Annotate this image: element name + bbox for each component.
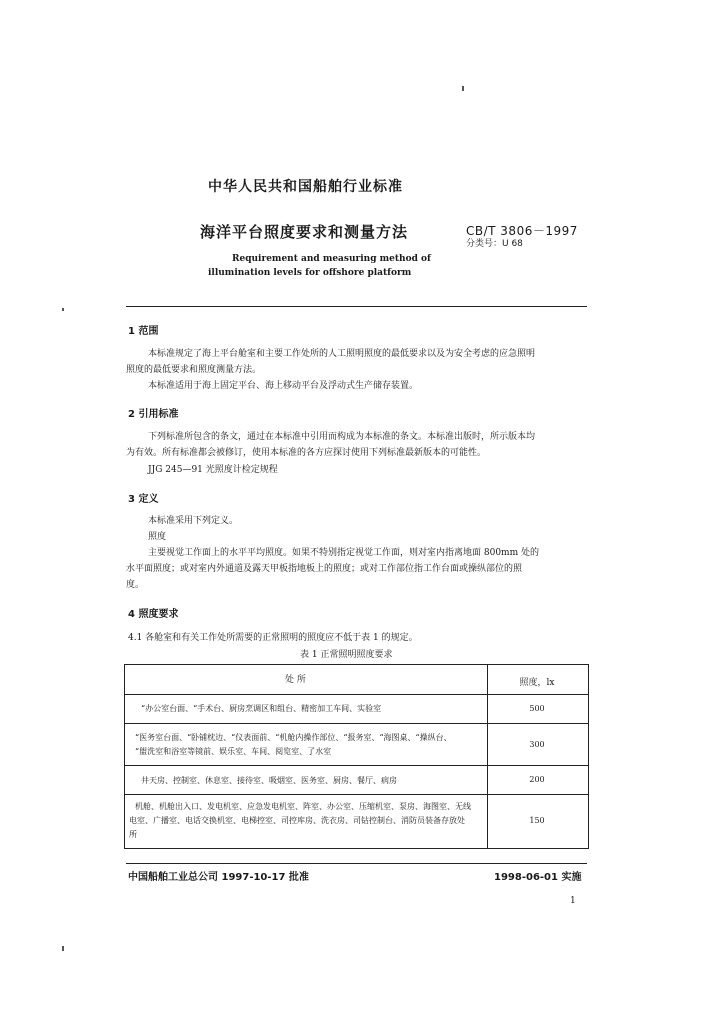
table-caption: 表 1 正常照明照度要求 <box>300 650 393 660</box>
section-4-heading: 4 照度要求 <box>128 609 179 620</box>
section-3-heading: 3 定义 <box>128 494 159 505</box>
section-1-heading: 1 范围 <box>128 326 159 337</box>
section-3-paragraph: 本标准采用下列定义。 <box>148 516 239 526</box>
org-title: 中华人民共和国船舶行业标准 <box>208 179 403 195</box>
defined-term: 照度 <box>148 532 167 542</box>
section-2-heading: 2 引用标准 <box>128 409 179 420</box>
term-definition: 主要视觉工作面上的水平平均照度。如果不特别指定视觉工作面，则对室内指离地面 800mm 处的 <box>148 548 539 558</box>
approval-date: 中国船舶工业总公司 1997-10-17 批准 <box>128 872 309 883</box>
table-rule <box>125 694 588 695</box>
table-row-illuminance: 500 <box>529 704 545 713</box>
referenced-standard: JJG 245—91 光照度计检定规程 <box>148 465 278 475</box>
english-title-line-2: illumination levels for offshore platform <box>208 268 412 278</box>
table-row-place: “办公室台面、“手术台、厨房烹调区和组台、精密加工车间、实验室 <box>141 704 382 713</box>
table-row-illuminance: 200 <box>529 775 545 784</box>
clause-4-1: 4.1 各舱室和有关工作处所需要的正常照明的照度应不低于表 1 的规定。 <box>128 633 418 643</box>
scan-speck <box>62 308 64 311</box>
table-row-place: “医务室台面、“卧铺枕边、“仪表面前、“机舱内操作部位、“报务室、“海图桌、“操纵台、 <box>135 733 452 742</box>
table-row-illuminance: 150 <box>529 816 545 825</box>
section-1-paragraph: 本标准适用于海上固定平台、海上移动平台及浮动式生产储存装置。 <box>148 381 419 391</box>
standard-code: CB/T 3806－1997 <box>466 224 578 238</box>
table-row-place: 井天房、控制室、休息室、接待室、吸烟室、医务室、厨房、餐厅、病房 <box>141 776 397 785</box>
column-header-place: 处 所 <box>285 675 306 685</box>
table-row-illuminance: 300 <box>529 740 545 749</box>
page-number: 1 <box>570 896 576 906</box>
table-row-place: 电室、广播室、电话交换机室、电梯控室、司控库房、洗衣房、司钻控制台、消防员装备存放处 <box>129 816 465 825</box>
footer-rule <box>126 863 587 864</box>
illuminance-table <box>124 664 589 849</box>
section-1-paragraph: 照度的最低要求和照度测量方法。 <box>126 365 262 375</box>
standard-title: 海洋平台照度要求和测量方法 <box>200 223 409 241</box>
section-2-paragraph: 下列标准所包含的条文，通过在本标准中引用而构成为本标准的条文。本标准出版时，所示版本均 <box>148 432 536 442</box>
english-title-line-1: Requirement and measuring method of <box>232 254 431 264</box>
table-rule <box>125 723 588 724</box>
table-row-place: “盥洗室和浴室等镜前、娱乐室、车间、阅览室、了水室 <box>135 747 332 756</box>
table-rule <box>125 794 588 795</box>
header-rule <box>126 306 587 307</box>
section-2-paragraph: 为有效。所有标准都会被修订，使用本标准的各方应探讨使用下列标准最新版本的可能性。 <box>126 448 487 458</box>
scan-speck <box>462 86 464 91</box>
scan-speck <box>62 946 64 951</box>
effective-date: 1998-06-01 实施 <box>494 872 582 883</box>
table-row-place: 所 <box>129 830 137 839</box>
term-definition: 度。 <box>126 580 145 590</box>
classification-number: 分类号：U 68 <box>466 239 523 249</box>
table-rule <box>125 765 588 766</box>
section-1-paragraph: 本标准规定了海上平台舱室和主要工作处所的人工照明照度的最低要求以及为安全考虑的应急照明 <box>148 349 536 359</box>
column-header-illuminance: 照度，lx <box>519 678 555 688</box>
term-definition: 水平面照度；或对室内外通道及露天甲板指地板上的照度；或对工作部位指工作台面或操纵部位的照 <box>126 564 523 574</box>
table-row-place: 机舱、机舱出入口、发电机室、应急发电机室、阵室、办公室、压缩机室、泵房、海图室、无线 <box>135 802 471 811</box>
